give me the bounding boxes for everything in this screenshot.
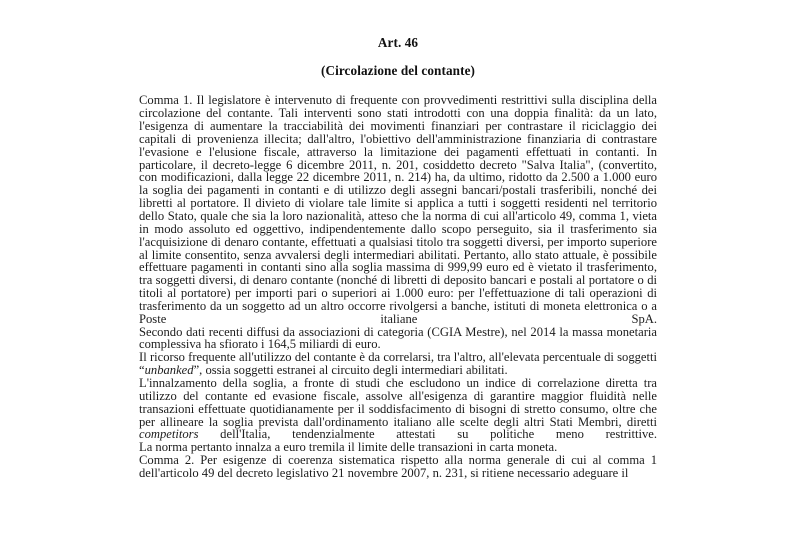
paragraph-comma-2: Comma 2. Per esigenze di coerenza sistematica rispetto alla norma generale di cui al comma 1 dell'articolo 49 del decreto legislativo 21 novembre 2007, n. 231, si ritiene necessario adeguare il — [139, 453, 657, 480]
document-content — [139, 36, 657, 480]
article-subtitle: (Circolazione del contante) — [320, 63, 476, 79]
article-title: Art. 46 — [377, 35, 419, 50]
paragraph-cgia-mestre: Secondo dati recenti diffusi da associazioni di categoria (CGIA Mestre), nel 2014 la massa monetaria complessiva ha sfiorato i 164,5 miliardi di euro. — [139, 324, 657, 352]
paragraph-innalzamento: L'innalzamento della soglia, a fronte di studi che escludono un indice di correlazione diretta tra utilizzo del contante ed evasione fiscale, assolve all'esigenza di garantire maggior fluidità nelle transazioni effettuate quotidianamente per il soddisfacimento di bisogni di stretto consumo, oltre che per allineare la soglia prevista dall'ordinamento italiano alle scelte degli altri Stati Membri, diretti competitors dell'Italia, tendenzialmente attestati su politiche meno restrittive. — [139, 375, 657, 442]
paragraph-unbanked: Il ricorso frequente all'utilizzo del contante è da correlarsi, tra l'altro, all'elevata percentuale di soggetti “unbanked”, ossia soggetti estranei al circuito degli intermediari abilitati. — [139, 350, 657, 378]
paragraph-comma-1: Comma 1. Il legislatore è intervenuto di frequente con provvedimenti restrittivi sulla disciplina della circolazione del contante. Tali interventi sono stati introdotti con una doppia finalità: da un lato, l'esigenza di aumentare la tracciabilità dei movimenti finanziari per contrastare il riciclaggio dei capitali di provenienza illecita; dall'altro, l'obiettivo dell'amministrazione finanziaria di contrastare l'evasione e l'elusione fiscale, attraverso la limitazione dei pagamenti effettuati in contanti. In particolare, il decreto-legge 6 dicembre 2011, n. 201, cosiddetto decreto "Salva Italia", (convertito, con modificazioni, dalla legge 22 dicembre 2011, n. 214) ha, da ultimo, ridotto da 2.500 a 1.000 euro la soglia dei pagamenti in contanti e di utilizzo degli assegni bancari/postali trasferibili, nonché dei libretti al portatore. Il divieto di violare tale limite si applica a tutti i soggetti residenti nel territorio dello Stato, quale che sia la loro nazionalità, atteso che la norma di cui all'articolo 49, comma 1, vieta in modo assoluto ed oggettivo, indipendentemente dallo scopo perseguito, sia il trasferimento sia l'acquisizione di denaro contante, effettuati a qualsiasi titolo tra soggetti diversi, per importo superiore al limite consentito, senza avvalersi degli intermediari abilitati. Pertanto, allo stato attuale, è possibile effettuare pagamenti in contanti sino alla soglia massima di 999,99 euro ed è vietato il trasferimento, tra soggetti diversi, di denaro contante (nonché di libretti di deposito bancari e postali al portatore o di titoli al portatore) per importi pari o superiori ai 1.000 euro: per l'effettuazione di tali operazioni di trasferimento da un soggetto ad un altro occorre rivolgersi a banche, istituti di moneta elettronica o a Poste italiane SpA. — [139, 93, 657, 326]
foreign-term: competitors — [139, 427, 199, 442]
paragraph-norma-innalza: La norma pertanto innalza a euro tremila il limite delle transazioni in carta moneta. — [139, 440, 558, 455]
document-body — [139, 94, 657, 479]
foreign-term: unbanked — [144, 363, 194, 378]
